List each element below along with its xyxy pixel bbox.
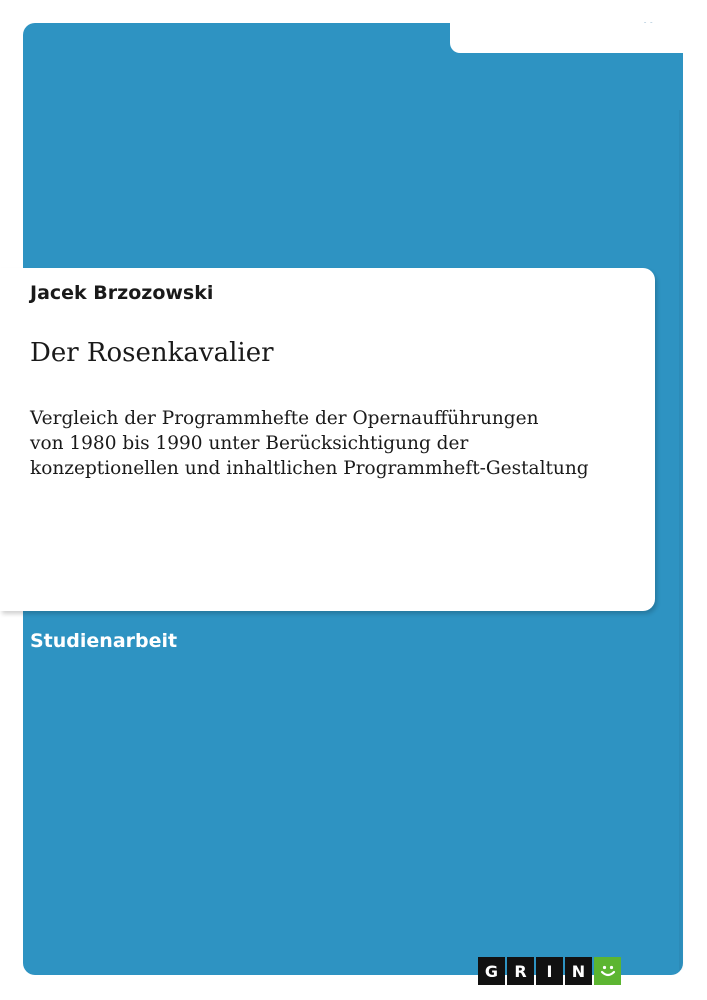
- book-title: Der Rosenkavalier: [30, 338, 274, 368]
- author-name: Jacek Brzozowski: [30, 282, 214, 304]
- logo-letter-n: N: [565, 957, 592, 985]
- logo-letter-g: G: [478, 957, 505, 985]
- title-card: [0, 268, 655, 611]
- document-type: Studienarbeit: [30, 630, 178, 652]
- logo-letter-i: I: [536, 957, 563, 985]
- grin-logo: [478, 957, 621, 985]
- smiley-icon: [594, 957, 621, 985]
- book-subtitle: Vergleich der Programmhefte der Opernaufführungen von 1980 bis 1990 unter Berücksichtigung der konzeptionellen und inhaltlichen Programmheft-Gestaltung: [30, 408, 589, 479]
- logo-letter-r: R: [507, 957, 534, 985]
- cover-tab-notch: [450, 23, 690, 53]
- cover-shadow: [679, 110, 685, 970]
